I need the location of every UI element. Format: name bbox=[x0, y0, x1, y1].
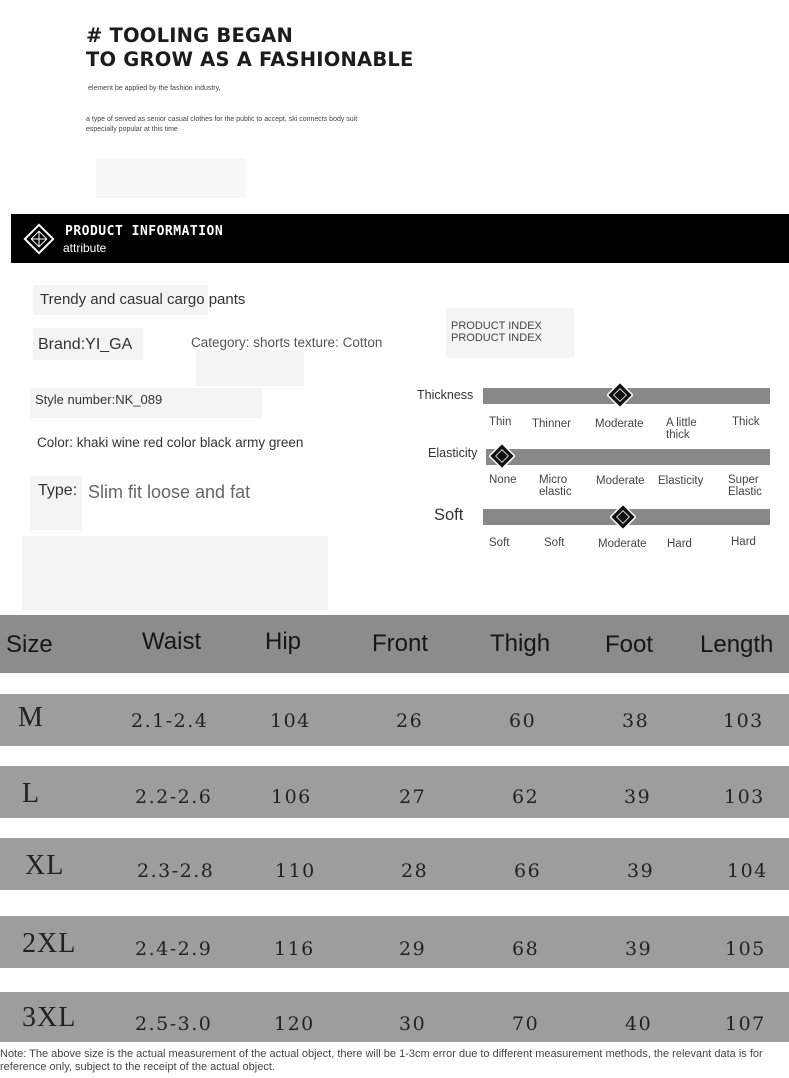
scale-bar-elasticity bbox=[486, 449, 770, 465]
product-info-banner bbox=[11, 214, 789, 263]
type-label: Type: bbox=[38, 482, 78, 499]
cell-front: 27 bbox=[399, 786, 427, 808]
tick-soft-0: Soft bbox=[489, 537, 510, 549]
tick-thickness-0: Thin bbox=[489, 416, 512, 428]
tick-elasticity-3: Elasticity bbox=[658, 475, 704, 487]
header-length: Length bbox=[700, 631, 774, 658]
scale-label-thickness: Thickness bbox=[417, 388, 474, 402]
product-name: Trendy and casual cargo pants bbox=[40, 291, 246, 308]
product-index-heading-1: PRODUCT INDEX bbox=[451, 320, 542, 332]
header-front: Front bbox=[372, 630, 429, 657]
product-index-heading-2: PRODUCT INDEX bbox=[451, 332, 542, 344]
header-size: Size bbox=[6, 631, 53, 658]
header-thigh: Thigh bbox=[490, 630, 551, 657]
header-hip: Hip bbox=[265, 628, 302, 655]
size-table-header bbox=[0, 615, 789, 673]
scale-marker-soft-icon bbox=[610, 504, 636, 530]
cell-hip: 106 bbox=[271, 786, 312, 808]
cell-size: M bbox=[18, 702, 44, 733]
tick-elasticity-1: Micro elastic bbox=[539, 474, 572, 498]
cell-front: 28 bbox=[401, 860, 429, 882]
cell-hip: 104 bbox=[270, 710, 311, 732]
cell-thigh: 62 bbox=[512, 786, 540, 808]
cell-foot: 39 bbox=[624, 786, 652, 808]
table-row bbox=[0, 916, 789, 968]
cell-foot: 38 bbox=[622, 710, 650, 732]
tick-soft-1: Soft bbox=[544, 537, 565, 549]
tick-soft-3: Hard bbox=[667, 538, 692, 550]
color-text: Color: khaki wine red color black army green bbox=[37, 435, 304, 450]
type-value: Slim fit loose and fat bbox=[88, 482, 251, 502]
faint-block bbox=[96, 158, 246, 198]
table-row bbox=[0, 694, 789, 746]
hero-subtitle-1: element be applied by the fashion industry, bbox=[88, 85, 221, 92]
style-number-text: Style number:NK_089 bbox=[35, 392, 163, 407]
cell-hip: 120 bbox=[274, 1013, 315, 1035]
cell-foot: 40 bbox=[625, 1013, 653, 1035]
product-index-heading bbox=[451, 320, 542, 344]
scale-marker-thickness-icon bbox=[607, 382, 633, 408]
banner-subtitle: attribute bbox=[63, 241, 107, 255]
banner-title: PRODUCT INFORMATION bbox=[65, 224, 224, 239]
size-note: Note: The above size is the actual measurement of the actual object, there will be 1-3cm error due to different measurement methods, the relevant data is for reference only, subject to the receipt of the actual object. bbox=[0, 1048, 763, 1073]
table-row bbox=[0, 838, 789, 890]
tick-thickness-3: A little thick bbox=[666, 417, 697, 441]
cell-front: 26 bbox=[396, 710, 424, 732]
cell-length: 103 bbox=[723, 710, 764, 732]
cell-size: XL bbox=[25, 850, 65, 881]
cell-length: 105 bbox=[725, 938, 766, 960]
cell-foot: 39 bbox=[627, 860, 655, 882]
attr-bg-large bbox=[22, 536, 328, 610]
cell-length: 107 bbox=[725, 1013, 766, 1035]
scale-label-soft: Soft bbox=[434, 506, 464, 524]
header-foot: Foot bbox=[605, 631, 654, 658]
cell-thigh: 60 bbox=[509, 710, 537, 732]
hero-title-line2: TO GROW AS A FASHIONABLE bbox=[86, 48, 414, 71]
cell-waist: 2.2-2.6 bbox=[135, 786, 213, 808]
cell-size: L bbox=[22, 778, 41, 809]
cell-waist: 2.1-2.4 bbox=[131, 710, 209, 732]
cell-hip: 116 bbox=[274, 938, 315, 960]
table-row bbox=[0, 766, 789, 818]
tick-elasticity-0: None bbox=[489, 474, 517, 486]
hero-subtitle-2: a type of served as senior casual clothes for the public to accept, ski connects body suit especially popular at this time bbox=[86, 116, 358, 133]
tick-soft-4: Hard bbox=[731, 536, 756, 548]
category-text: Category: shorts texture: Cotton bbox=[191, 335, 383, 350]
cell-waist: 2.4-2.9 bbox=[135, 938, 213, 960]
tick-thickness-2: Moderate bbox=[595, 418, 644, 430]
table-row bbox=[0, 992, 789, 1042]
tick-thickness-4: Thick bbox=[732, 416, 760, 428]
scale-label-elasticity: Elasticity bbox=[428, 446, 478, 460]
cell-length: 103 bbox=[724, 786, 765, 808]
hero-title bbox=[86, 24, 414, 72]
header-waist: Waist bbox=[142, 628, 202, 655]
diamond-logo-icon bbox=[23, 223, 55, 255]
tick-thickness-1: Thinner bbox=[532, 418, 571, 430]
cell-size: 3XL bbox=[22, 1002, 77, 1033]
cell-waist: 2.5-3.0 bbox=[135, 1013, 213, 1035]
brand-text: Brand:YI_GA bbox=[38, 336, 133, 353]
cell-front: 30 bbox=[399, 1013, 427, 1035]
cell-thigh: 68 bbox=[512, 938, 540, 960]
cell-size: 2XL bbox=[22, 928, 77, 959]
cell-hip: 110 bbox=[275, 860, 316, 882]
attr-bg-category bbox=[196, 350, 304, 386]
cell-thigh: 70 bbox=[512, 1013, 540, 1035]
tick-soft-2: Moderate bbox=[598, 538, 647, 550]
cell-front: 29 bbox=[399, 938, 427, 960]
hero-title-line1: # TOOLING BEGAN bbox=[86, 24, 293, 47]
cell-length: 104 bbox=[727, 860, 768, 882]
cell-thigh: 66 bbox=[514, 860, 542, 882]
tick-elasticity-2: Moderate bbox=[596, 475, 645, 487]
cell-waist: 2.3-2.8 bbox=[137, 860, 215, 882]
tick-elasticity-4: Super Elastic bbox=[728, 474, 762, 498]
cell-foot: 39 bbox=[625, 938, 653, 960]
scale-marker-elasticity-icon bbox=[489, 443, 515, 469]
